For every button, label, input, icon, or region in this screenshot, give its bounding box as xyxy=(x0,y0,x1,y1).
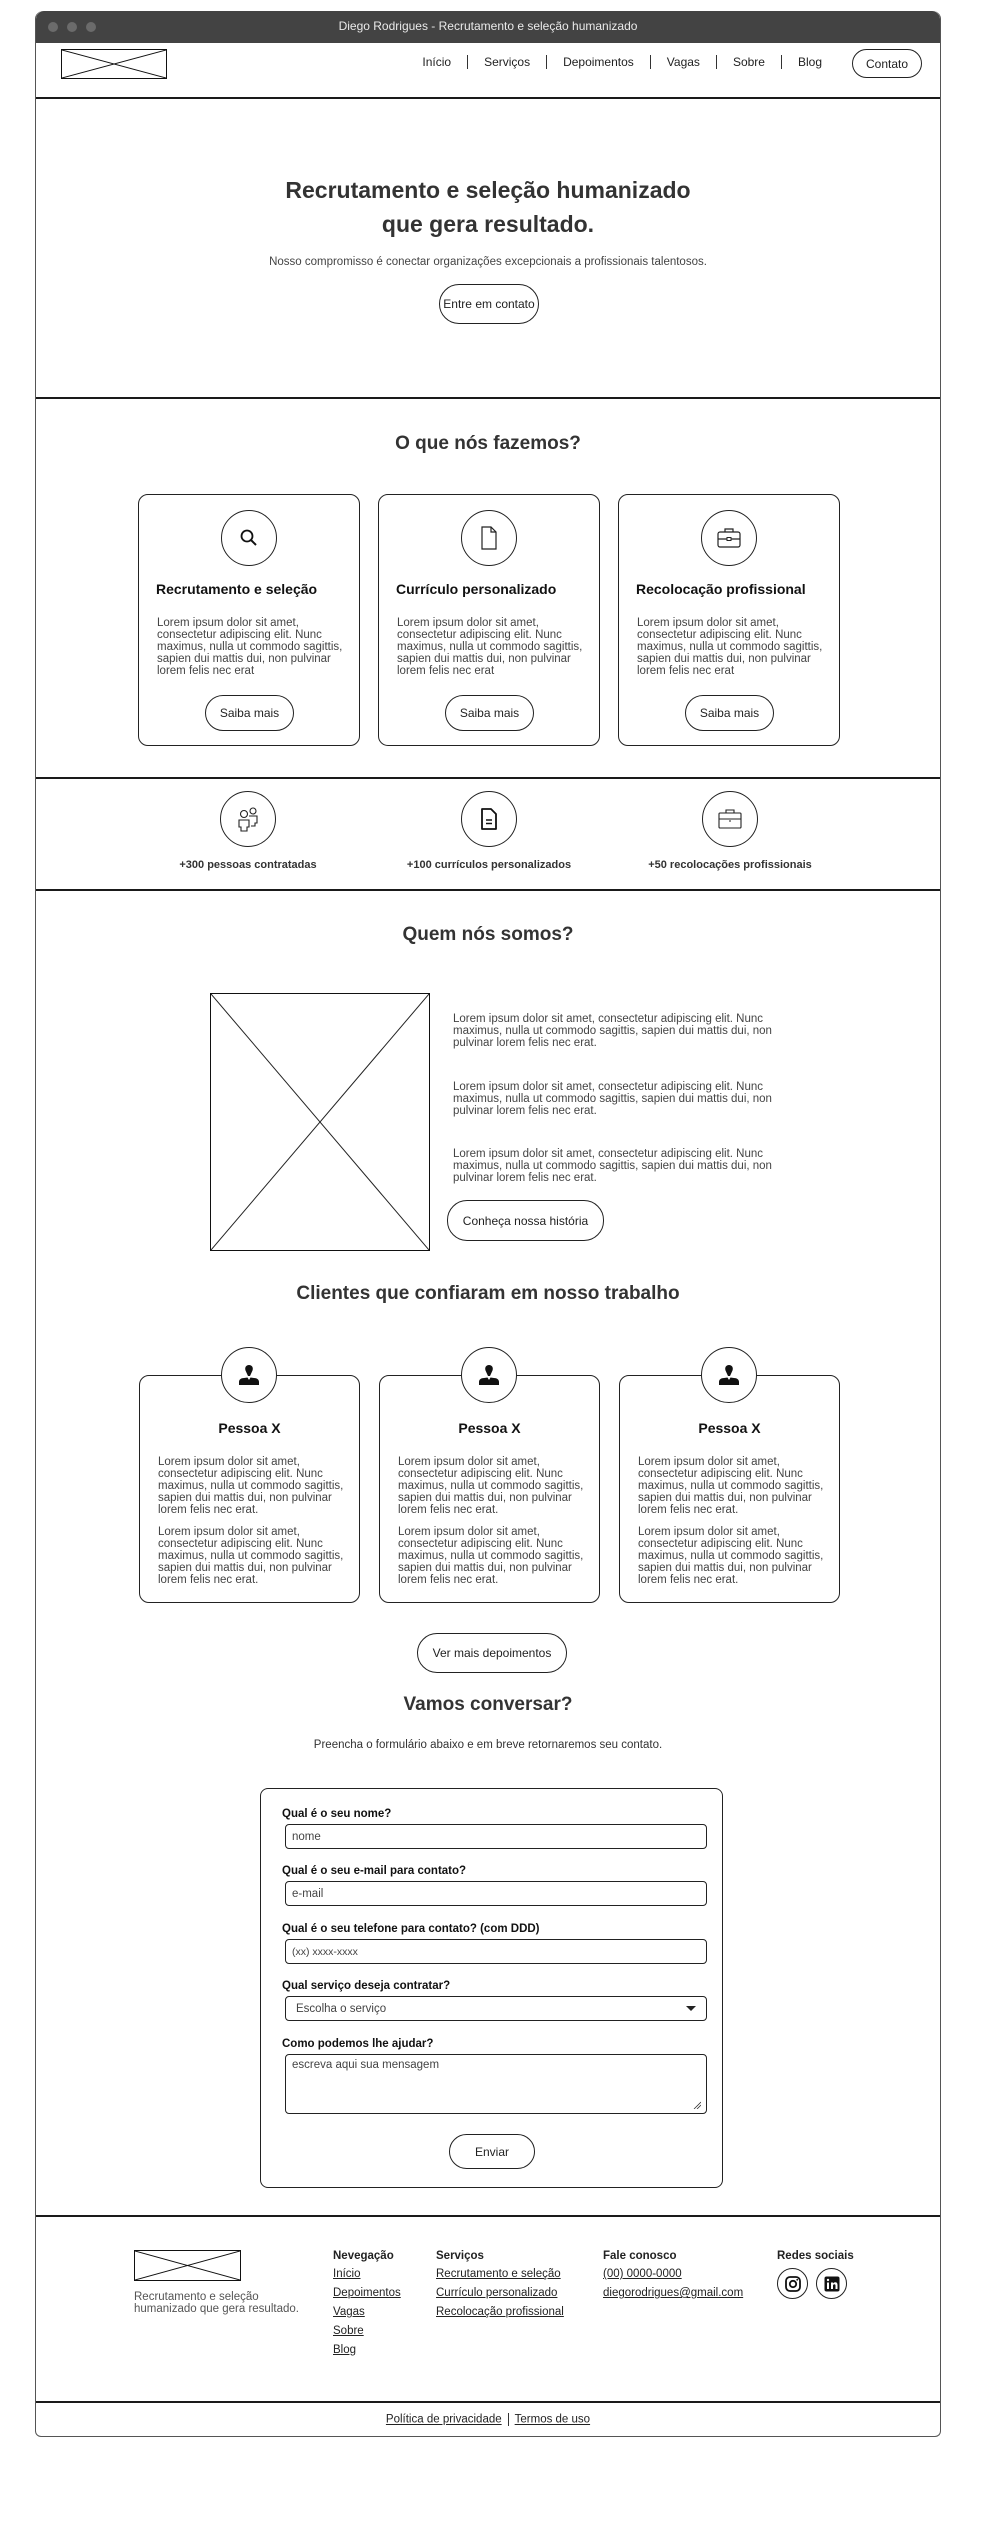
social-links xyxy=(777,2268,854,2299)
nav-divider xyxy=(546,55,547,69)
testimonial-name: Pessoa X xyxy=(218,1420,281,1436)
conheca-nossa-historia-button[interactable]: Conheça nossa história xyxy=(447,1200,604,1241)
service-text: Lorem ipsum dolor sit amet, consectetur adipiscing elit. Nunc maximus, nulla ut commodo sagittis, sapien dui mattis dui, non pulvinar lorem felis nec erat xyxy=(397,617,583,677)
email-input[interactable]: e-mail xyxy=(285,1881,707,1906)
about-paragraph: Lorem ipsum dolor sit amet, consectetur adipiscing elit. Nunc maximus, nulla ut commodo sagittis, sapien dui mattis dui, non pulvinar lorem felis nec erat. xyxy=(453,1013,772,1049)
services-title: O que nós fazemos? xyxy=(395,433,581,454)
user-avatar-icon xyxy=(701,1347,757,1403)
instagram-icon[interactable] xyxy=(777,2268,808,2299)
service-card-curriculo xyxy=(378,494,600,746)
about-paragraph: Lorem ipsum dolor sit amet, consectetur adipiscing elit. Nunc maximus, nulla ut commodo sagittis, sapien dui mattis dui, non pulvinar lorem felis nec erat. xyxy=(453,1148,772,1184)
service-label: Qual serviço deseja contratar? xyxy=(282,1980,451,1992)
name-label: Qual é o seu nome? xyxy=(282,1808,392,1820)
footer-link-sobre[interactable]: Sobre xyxy=(333,2325,364,2337)
footer-nav-column xyxy=(333,2250,401,2363)
entre-em-contato-button[interactable]: Entre em contato xyxy=(439,284,539,324)
privacy-policy-link[interactable]: Política de privacidade xyxy=(385,2413,502,2426)
footer-tagline: Recrutamento e seleção humanizado que gera resultado. xyxy=(134,2291,299,2315)
nav-link-sobre[interactable]: Sobre xyxy=(732,55,765,69)
terms-of-use-link[interactable]: Termos de uso xyxy=(514,2413,591,2426)
nav-link-inicio[interactable]: Início xyxy=(422,55,452,69)
testimonial-text: Lorem ipsum dolor sit amet, consectetur adipiscing elit. Nunc maximus, nulla ut commodo sagittis, sapien dui mattis dui, non pulvinar lorem felis nec erat. xyxy=(638,1526,824,1586)
testimonial-card xyxy=(619,1375,840,1603)
user-avatar-icon xyxy=(221,1347,277,1403)
nav-divider xyxy=(467,55,468,69)
logo-placeholder[interactable] xyxy=(61,49,167,79)
resume-icon xyxy=(461,791,517,847)
footer-services-title: Serviços xyxy=(436,2250,484,2262)
briefcase-icon xyxy=(701,510,757,566)
footer-social-title: Redes sociais xyxy=(777,2250,854,2262)
testimonial-card xyxy=(379,1375,600,1603)
stat-label: +100 currículos personalizados xyxy=(406,859,572,871)
contact-subtitle: Preencha o formulário abaixo e em breve retornaremos seu contato. xyxy=(313,1739,663,1751)
hero-section xyxy=(36,99,940,399)
stat-label: +300 pessoas contratadas xyxy=(179,859,317,871)
stat-pessoas xyxy=(138,791,358,871)
name-input[interactable]: nome xyxy=(285,1824,707,1849)
phone-label: Qual é o seu telefone para contato? (com DDD) xyxy=(282,1923,540,1935)
footer-email-link[interactable]: diegorodrigues@gmail.com xyxy=(603,2287,744,2299)
service-title: Recrutamento e seleção xyxy=(156,581,318,597)
window-titlebar xyxy=(36,11,940,43)
service-text: Lorem ipsum dolor sit amet, consectetur adipiscing elit. Nunc maximus, nulla ut commodo sagittis, sapien dui mattis dui, non pulvinar lorem felis nec erat xyxy=(637,617,823,677)
hero-title-line2: que gera resultado. xyxy=(381,211,595,237)
service-title: Currículo personalizado xyxy=(396,581,557,597)
message-label: Como podemos lhe ajudar? xyxy=(282,2038,434,2050)
footer-link-vagas[interactable]: Vagas xyxy=(333,2306,365,2318)
chevron-down-icon xyxy=(686,2006,696,2011)
nav-link-blog[interactable]: Blog xyxy=(797,55,822,69)
legal-bar xyxy=(36,2405,940,2436)
about-image-placeholder xyxy=(210,993,430,1251)
contact-form xyxy=(260,1788,723,2188)
briefcase-icon xyxy=(702,791,758,847)
testimonial-text: Lorem ipsum dolor sit amet, consectetur adipiscing elit. Nunc maximus, nulla ut commodo sagittis, sapien dui mattis dui, non pulvinar lorem felis nec erat. xyxy=(158,1456,344,1516)
nav-link-depoimentos[interactable]: Depoimentos xyxy=(563,55,634,69)
document-icon xyxy=(461,510,517,566)
nav-divider xyxy=(650,55,651,69)
testimonial-text: Lorem ipsum dolor sit amet, consectetur adipiscing elit. Nunc maximus, nulla ut commodo sagittis, sapien dui mattis dui, non pulvinar lorem felis nec erat. xyxy=(158,1526,344,1586)
stats-section xyxy=(36,779,940,891)
linkedin-icon[interactable] xyxy=(816,2268,847,2299)
testimonial-text: Lorem ipsum dolor sit amet, consectetur adipiscing elit. Nunc maximus, nulla ut commodo sagittis, sapien dui mattis dui, non pulvinar lorem felis nec erat. xyxy=(398,1456,584,1516)
service-card-recolocacao xyxy=(618,494,840,746)
footer xyxy=(36,2215,940,2403)
nav-link-vagas[interactable]: Vagas xyxy=(666,55,700,69)
hero-title xyxy=(36,173,940,241)
footer-logo-placeholder[interactable] xyxy=(134,2250,241,2281)
services-section xyxy=(36,399,940,779)
saiba-mais-button[interactable]: Saiba mais xyxy=(205,695,294,731)
email-label: Qual é o seu e-mail para contato? xyxy=(282,1865,467,1877)
stat-recolocacoes xyxy=(620,791,840,871)
testimonial-text: Lorem ipsum dolor sit amet, consectetur adipiscing elit. Nunc maximus, nulla ut commodo sagittis, sapien dui mattis dui, non pulvinar lorem felis nec erat. xyxy=(398,1526,584,1586)
testimonial-text: Lorem ipsum dolor sit amet, consectetur adipiscing elit. Nunc maximus, nulla ut commodo sagittis, sapien dui mattis dui, non pulvinar lorem felis nec erat. xyxy=(638,1456,824,1516)
stat-label: +50 recolocações profissionais xyxy=(648,859,812,871)
footer-services-column xyxy=(436,2250,564,2325)
message-textarea[interactable] xyxy=(285,2054,707,2114)
contato-button[interactable]: Contato xyxy=(852,49,922,78)
legal-divider xyxy=(508,2413,509,2426)
user-avatar-icon xyxy=(461,1347,517,1403)
window-title: Diego Rodrigues - Recrutamento e seleção humanizado xyxy=(338,19,638,33)
nav-links xyxy=(422,55,822,69)
nav-link-servicos[interactable]: Serviços xyxy=(484,55,531,69)
testimonial-card xyxy=(139,1375,360,1603)
footer-contact-title: Fale conosco xyxy=(603,2250,677,2262)
browser-window xyxy=(35,11,941,2437)
testimonials-title: Clientes que confiaram em nosso trabalho xyxy=(296,1283,680,1304)
about-title: Quem nós somos? xyxy=(402,924,574,945)
footer-link-recolocacao[interactable]: Recolocação profissional xyxy=(436,2306,564,2318)
stat-curriculos xyxy=(379,791,599,871)
about-section xyxy=(36,891,940,2214)
service-card-recrutamento xyxy=(138,494,360,746)
message-placeholder: escreva aqui sua mensagem xyxy=(292,2059,440,2071)
saiba-mais-button[interactable]: Saiba mais xyxy=(445,695,534,731)
testimonial-name: Pessoa X xyxy=(698,1420,761,1436)
footer-link-blog[interactable]: Blog xyxy=(333,2344,357,2356)
footer-link-curriculo[interactable]: Currículo personalizado xyxy=(436,2287,558,2299)
nav-divider xyxy=(716,55,717,69)
testimonial-name: Pessoa X xyxy=(458,1420,521,1436)
service-select-value: Escolha o serviço xyxy=(296,2002,387,2015)
service-select[interactable] xyxy=(285,1996,707,2021)
service-text: Lorem ipsum dolor sit amet, consectetur adipiscing elit. Nunc maximus, nulla ut commodo sagittis, sapien dui mattis dui, non pulvinar lorem felis nec erat xyxy=(157,617,343,677)
enviar-button[interactable]: Enviar xyxy=(449,2134,535,2169)
footer-link-depoimentos[interactable]: Depoimentos xyxy=(333,2287,401,2299)
people-icon xyxy=(220,791,276,847)
service-title: Recolocação profissional xyxy=(636,581,806,597)
ver-mais-depoimentos-button[interactable]: Ver mais depoimentos xyxy=(417,1633,567,1673)
footer-nav-title: Nevegação xyxy=(333,2250,394,2262)
hero-subtitle: Nosso compromisso é conectar organizações excepcionais a profissionais talentosos. xyxy=(269,256,707,268)
resize-handle-icon[interactable] xyxy=(693,2101,701,2109)
footer-contact-column xyxy=(603,2250,743,2306)
top-nav xyxy=(36,43,940,99)
about-paragraph: Lorem ipsum dolor sit amet, consectetur adipiscing elit. Nunc maximus, nulla ut commodo sagittis, sapien dui mattis dui, non pulvinar lorem felis nec erat. xyxy=(453,1081,772,1117)
hero-title-line1: Recrutamento e seleção humanizado xyxy=(285,177,691,203)
footer-phone-link[interactable]: (00) 0000-0000 xyxy=(603,2268,682,2280)
footer-link-recrutamento[interactable]: Recrutamento e seleção xyxy=(436,2268,561,2280)
saiba-mais-button[interactable]: Saiba mais xyxy=(685,695,774,731)
footer-link-inicio[interactable]: Início xyxy=(333,2268,361,2280)
search-icon xyxy=(221,510,277,566)
nav-divider xyxy=(781,55,782,69)
footer-social-column xyxy=(777,2250,854,2299)
phone-input[interactable]: (xx) xxxx-xxxx xyxy=(285,1939,707,1964)
contact-title: Vamos conversar? xyxy=(403,1694,573,1715)
